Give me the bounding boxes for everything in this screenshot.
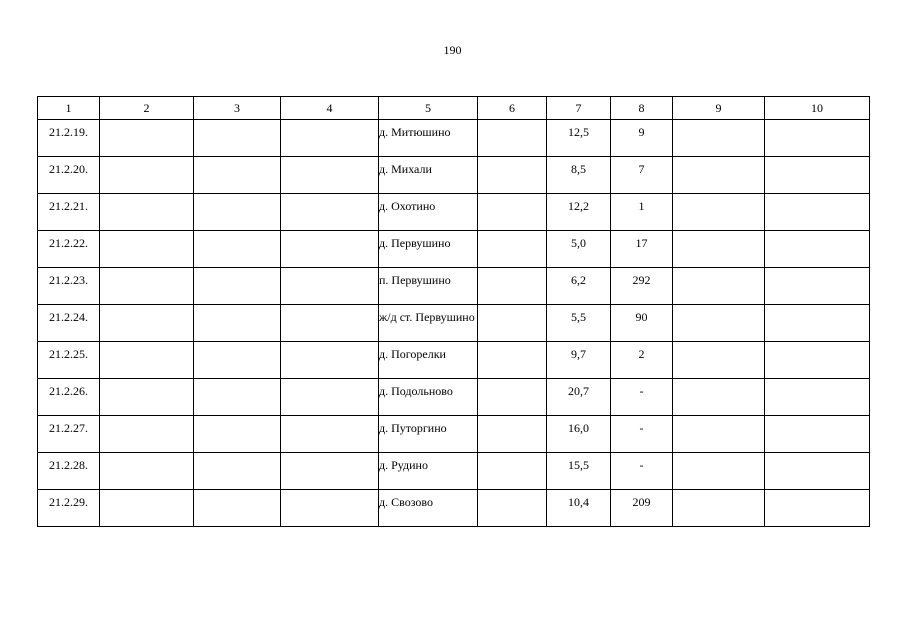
empty-cell: [194, 379, 281, 416]
empty-cell: [478, 416, 547, 453]
column-header: 4: [281, 97, 379, 120]
cell-col-7: 12,5: [547, 120, 611, 157]
empty-cell: [194, 231, 281, 268]
empty-cell: [194, 490, 281, 527]
cell-col-7: 5,0: [547, 231, 611, 268]
cell-col-5: д. Михали: [379, 157, 478, 194]
table-row: [38, 490, 870, 527]
empty-cell: [281, 453, 379, 490]
cell-col-8: 9: [611, 120, 673, 157]
cell-col-5: д. Митюшино: [379, 120, 478, 157]
table-row: [38, 342, 870, 379]
empty-cell: [100, 231, 194, 268]
empty-cell: [673, 194, 765, 231]
empty-cell: [478, 194, 547, 231]
empty-cell: [765, 120, 870, 157]
empty-cell: [281, 157, 379, 194]
table-row: [38, 194, 870, 231]
cell-col-1: 21.2.29.: [38, 490, 100, 527]
empty-cell: [100, 120, 194, 157]
empty-cell: [765, 157, 870, 194]
cell-col-5: д. Свозово: [379, 490, 478, 527]
cell-col-7: 15,5: [547, 453, 611, 490]
table-row: [38, 453, 870, 490]
cell-col-7: 10,4: [547, 490, 611, 527]
empty-cell: [673, 490, 765, 527]
cell-col-7: 9,7: [547, 342, 611, 379]
empty-cell: [765, 453, 870, 490]
empty-cell: [673, 379, 765, 416]
column-header: 5: [379, 97, 478, 120]
empty-cell: [100, 453, 194, 490]
cell-col-1: 21.2.23.: [38, 268, 100, 305]
cell-col-7: 20,7: [547, 379, 611, 416]
empty-cell: [281, 416, 379, 453]
table-row: [38, 231, 870, 268]
cell-col-5: д. Первушино: [379, 231, 478, 268]
table-row: [38, 157, 870, 194]
empty-cell: [194, 120, 281, 157]
empty-cell: [478, 342, 547, 379]
cell-col-8: -: [611, 379, 673, 416]
cell-col-8: 7: [611, 157, 673, 194]
empty-cell: [100, 305, 194, 342]
empty-cell: [478, 120, 547, 157]
cell-col-1: 21.2.24.: [38, 305, 100, 342]
column-header: 8: [611, 97, 673, 120]
cell-col-5: д. Погорелки: [379, 342, 478, 379]
empty-cell: [765, 342, 870, 379]
table-row: [38, 305, 870, 342]
cell-col-8: 1: [611, 194, 673, 231]
empty-cell: [100, 379, 194, 416]
table-row: [38, 120, 870, 157]
cell-col-5: д. Путоргино: [379, 416, 478, 453]
cell-col-7: 6,2: [547, 268, 611, 305]
empty-cell: [100, 490, 194, 527]
empty-cell: [673, 305, 765, 342]
empty-cell: [478, 453, 547, 490]
cell-col-8: -: [611, 416, 673, 453]
page-number: 190: [443, 43, 462, 57]
cell-col-1: 21.2.22.: [38, 231, 100, 268]
empty-cell: [281, 120, 379, 157]
empty-cell: [100, 157, 194, 194]
empty-cell: [194, 416, 281, 453]
cell-col-1: 21.2.21.: [38, 194, 100, 231]
table-row: [38, 416, 870, 453]
cell-col-7: 12,2: [547, 194, 611, 231]
cell-col-5: д. Охотино: [379, 194, 478, 231]
empty-cell: [194, 268, 281, 305]
data-table: [37, 96, 870, 527]
empty-cell: [765, 268, 870, 305]
column-header: 6: [478, 97, 547, 120]
empty-cell: [281, 305, 379, 342]
cell-col-5: ж/д ст. Первушино: [379, 305, 478, 342]
empty-cell: [673, 157, 765, 194]
empty-cell: [194, 453, 281, 490]
empty-cell: [478, 305, 547, 342]
empty-cell: [765, 416, 870, 453]
empty-cell: [478, 490, 547, 527]
empty-cell: [673, 342, 765, 379]
empty-cell: [281, 490, 379, 527]
column-header: 7: [547, 97, 611, 120]
cell-col-1: 21.2.28.: [38, 453, 100, 490]
cell-col-1: 21.2.20.: [38, 157, 100, 194]
cell-col-8: 2: [611, 342, 673, 379]
cell-col-5: д. Рудино: [379, 453, 478, 490]
table-row: [38, 379, 870, 416]
empty-cell: [765, 194, 870, 231]
empty-cell: [478, 268, 547, 305]
empty-cell: [673, 268, 765, 305]
cell-col-7: 8,5: [547, 157, 611, 194]
empty-cell: [100, 342, 194, 379]
cell-col-1: 21.2.26.: [38, 379, 100, 416]
empty-cell: [281, 379, 379, 416]
cell-col-8: 90: [611, 305, 673, 342]
empty-cell: [281, 268, 379, 305]
table-row: [38, 268, 870, 305]
cell-col-7: 16,0: [547, 416, 611, 453]
empty-cell: [100, 194, 194, 231]
empty-cell: [765, 379, 870, 416]
cell-col-8: 209: [611, 490, 673, 527]
cell-col-8: -: [611, 453, 673, 490]
empty-cell: [478, 157, 547, 194]
empty-cell: [673, 231, 765, 268]
cell-col-1: 21.2.27.: [38, 416, 100, 453]
empty-cell: [281, 231, 379, 268]
empty-cell: [194, 157, 281, 194]
column-header: 2: [100, 97, 194, 120]
empty-cell: [194, 342, 281, 379]
column-header: 9: [673, 97, 765, 120]
empty-cell: [100, 268, 194, 305]
empty-cell: [194, 305, 281, 342]
cell-col-5: п. Первушино: [379, 268, 478, 305]
empty-cell: [194, 194, 281, 231]
empty-cell: [478, 231, 547, 268]
empty-cell: [673, 416, 765, 453]
column-header: 3: [194, 97, 281, 120]
header-row: [38, 97, 870, 120]
cell-col-1: 21.2.25.: [38, 342, 100, 379]
cell-col-5: д. Подольново: [379, 379, 478, 416]
empty-cell: [765, 231, 870, 268]
empty-cell: [100, 416, 194, 453]
empty-cell: [765, 305, 870, 342]
cell-col-7: 5,5: [547, 305, 611, 342]
empty-cell: [673, 120, 765, 157]
table-body: [38, 120, 870, 527]
cell-col-1: 21.2.19.: [38, 120, 100, 157]
empty-cell: [478, 379, 547, 416]
cell-col-8: 292: [611, 268, 673, 305]
empty-cell: [673, 453, 765, 490]
column-header: 1: [38, 97, 100, 120]
empty-cell: [281, 342, 379, 379]
empty-cell: [281, 194, 379, 231]
empty-cell: [765, 490, 870, 527]
column-header: 10: [765, 97, 870, 120]
cell-col-8: 17: [611, 231, 673, 268]
